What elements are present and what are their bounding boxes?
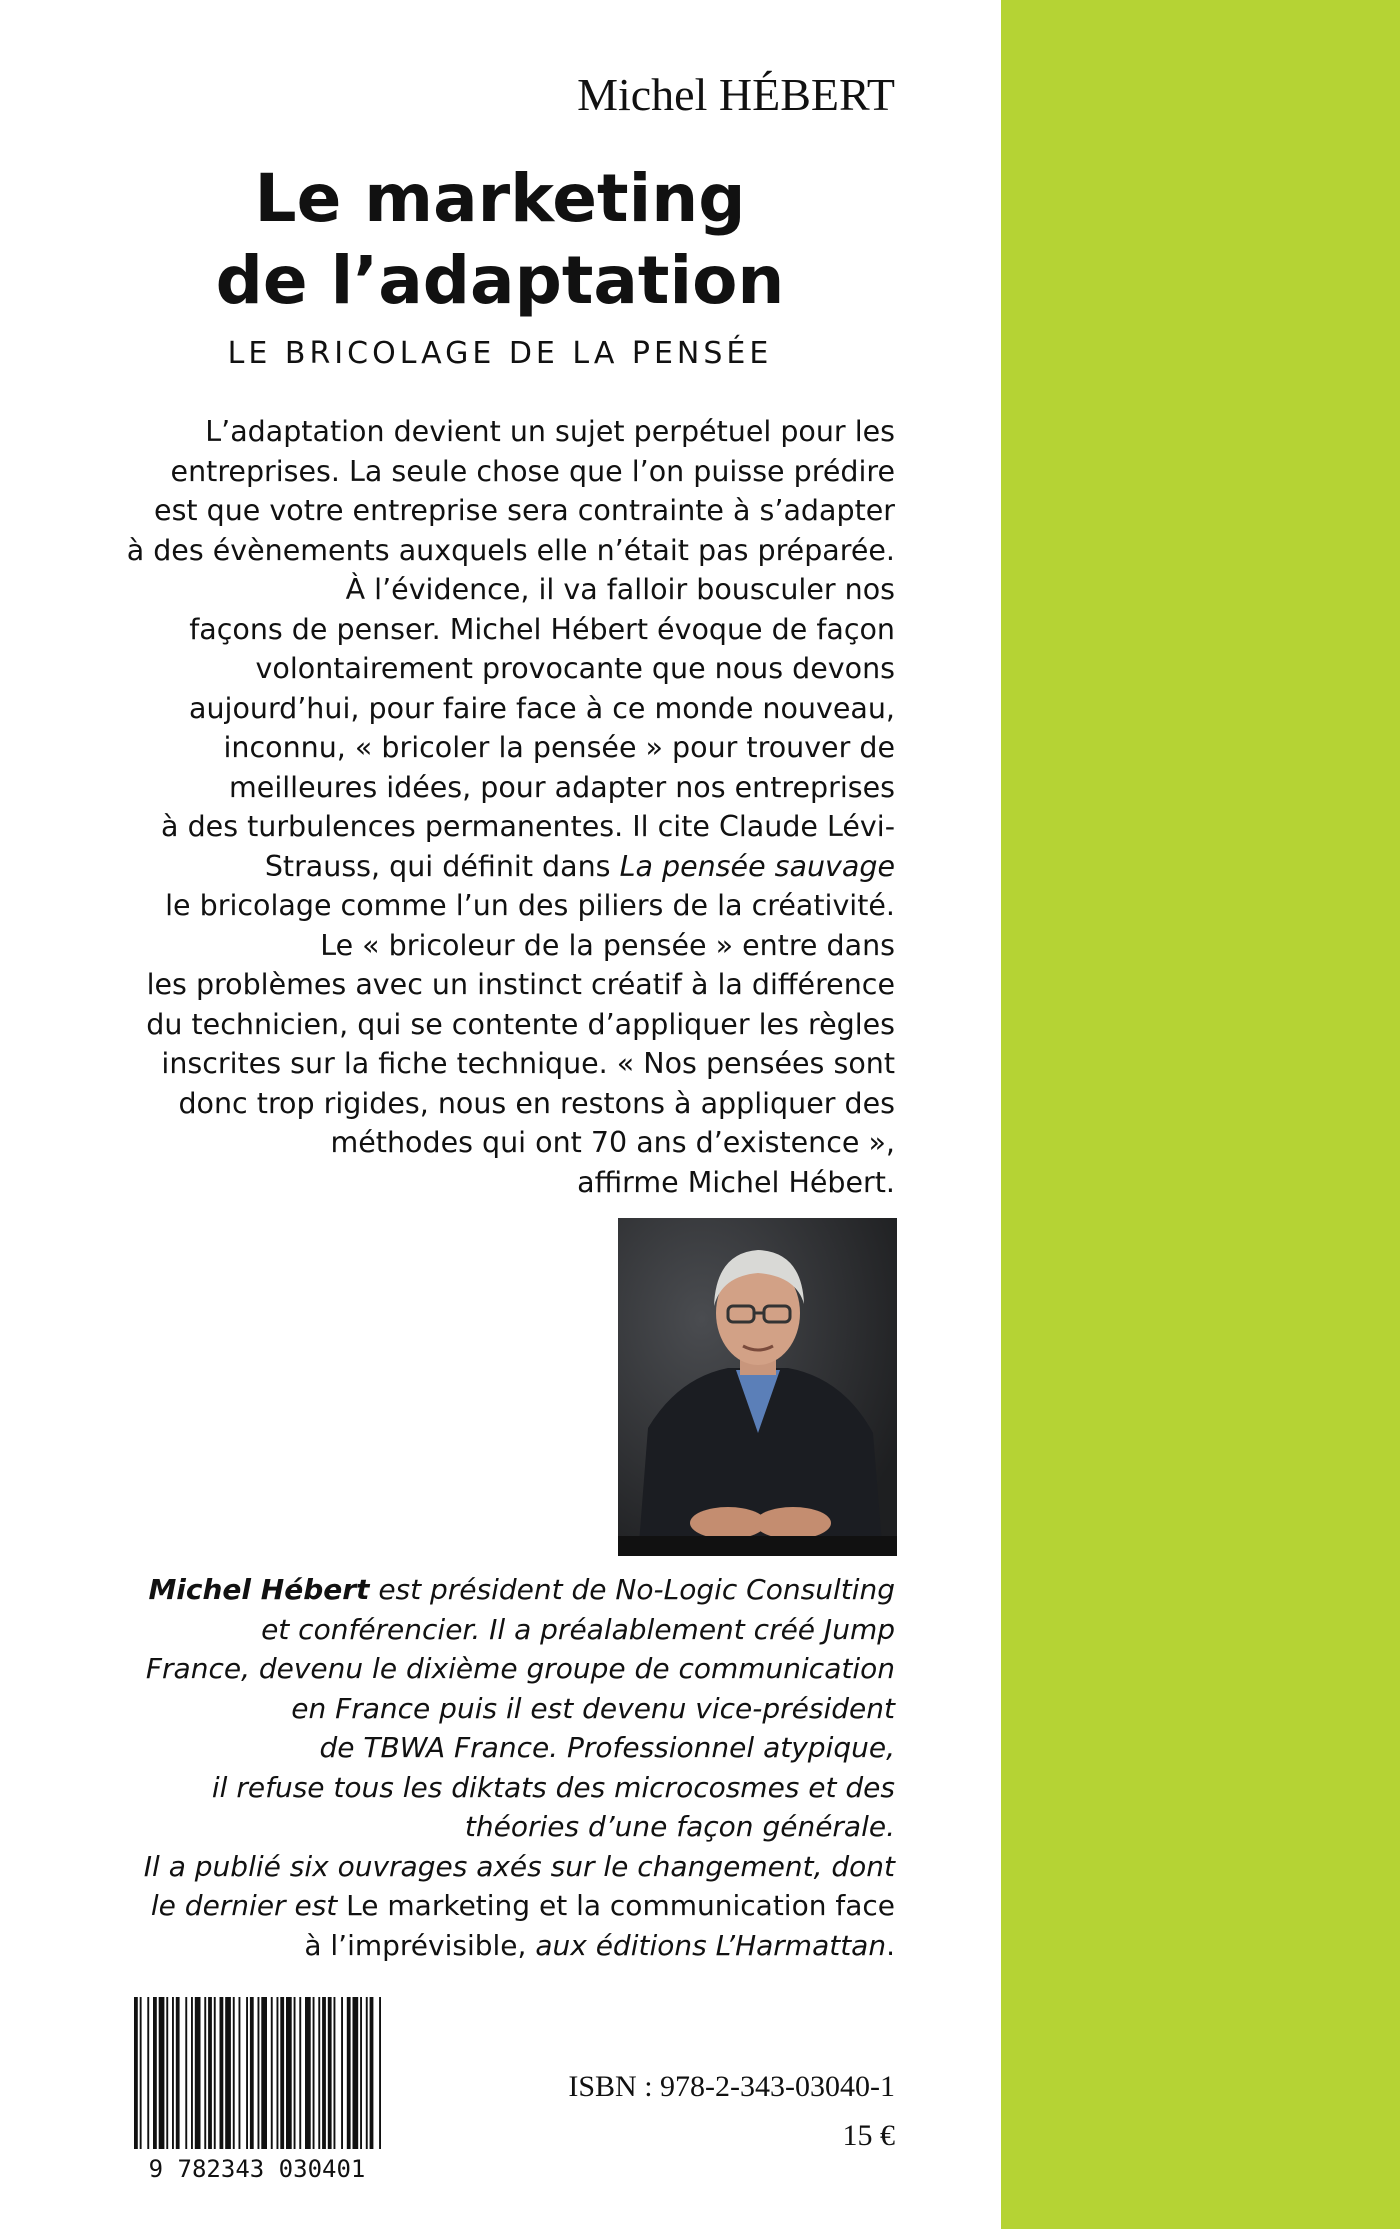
barcode-bar: [286, 1997, 292, 2149]
isbn-barcode: [120, 1993, 395, 2183]
bio-line: et conférencier. Il a préalablement créé Jump: [261, 1612, 895, 1646]
bio-line: en France puis il est devenu vice-président: [291, 1691, 895, 1725]
blurb-line: donc trop rigides, nous en restons à appliquer des: [178, 1086, 895, 1120]
blurb-line: inscrites sur la fiche technique. « Nos pensées sont: [161, 1047, 895, 1080]
bio-line: France, devenu le dixième groupe de communication: [145, 1652, 895, 1685]
barcode-bar: [318, 1997, 320, 2149]
barcode-bar: [313, 1997, 315, 2149]
author-bio: [55, 1570, 895, 1965]
bio-line: [55, 1570, 895, 1610]
blurb-line: à des turbulences permanentes. Il cite Claude Lévi-: [161, 810, 895, 843]
barcode-bar: [172, 1997, 174, 2149]
barcode-graphic: [120, 1993, 395, 2183]
blurb-line: inconnu, « bricoler la pensée » pour trouver de: [223, 731, 895, 764]
isbn-number: ISBN : 978-2-343-03040-1: [568, 2070, 895, 2103]
barcode-bar: [305, 1997, 311, 2149]
barcode-bar: [328, 1997, 332, 2149]
bio-line: Il a publié six ouvrages axés sur le changement, dont: [143, 1849, 895, 1883]
barcode-bar: [239, 1997, 241, 2149]
title-line-1: Le marketing: [254, 160, 746, 237]
barcode-bar: [195, 1997, 201, 2149]
barcode-bar: [166, 1997, 168, 2149]
blurb-line: à des évènements auxquels elle n’était pas préparée.: [126, 533, 895, 567]
barcode-bar: [250, 1997, 254, 2149]
barcode-bar: [277, 1997, 279, 2149]
barcode-bar: [246, 1997, 248, 2149]
blurb-line: [75, 847, 895, 887]
bio-line: il refuse tous les diktats des microcosmes et des: [211, 1770, 895, 1804]
blurb-text-span: Strauss, qui définit dans: [264, 849, 620, 883]
book-title-reference: Le marketing et la communication face: [346, 1889, 895, 1922]
barcode-bar: [225, 1997, 231, 2149]
bio-line: théories d’une façon générale.: [464, 1810, 895, 1843]
barcode-bar: [220, 1997, 224, 2149]
barcode-bar: [370, 1997, 374, 2149]
blurb-line: affirme Michel Hébert.: [577, 1165, 895, 1199]
barcode-bar: [294, 1997, 296, 2149]
bio-author-name: Michel Hébert: [148, 1573, 370, 1606]
title-line-2: de l’adaptation: [215, 242, 785, 319]
book-title: [180, 158, 820, 322]
author-portrait-image: [618, 1218, 897, 1556]
author-name: Michel HÉBERT: [577, 69, 895, 120]
barcode-bar: [360, 1997, 362, 2149]
barcode-bar: [261, 1997, 267, 2149]
blurb-line: L’adaptation devient un sujet perpétuel pour les: [205, 415, 895, 448]
barcode-bar: [258, 1997, 260, 2149]
barcode-bar: [185, 1997, 187, 2149]
green-spine-band: [1001, 0, 1400, 2229]
author-photo: [618, 1218, 897, 1556]
bio-text-span: le dernier est: [150, 1889, 347, 1922]
blurb-line: façons de penser. Michel Hébert évoque de façon: [189, 612, 895, 646]
barcode-bar: [347, 1997, 351, 2149]
bio-text-span: est président de No-Logic Consulting: [369, 1573, 895, 1606]
blurb-line: volontairement provocante que nous devons: [255, 652, 895, 685]
barcode-bar: [353, 1997, 359, 2149]
barcode-bar: [191, 1997, 193, 2149]
barcode-bar: [379, 1997, 381, 2149]
barcode-bar: [204, 1997, 206, 2149]
barcode-bar: [159, 1997, 165, 2149]
book-subtitle: LE BRICOLAGE DE LA PENSÉE: [227, 336, 773, 371]
book-title-reference: à l’imprévisible,: [304, 1928, 527, 1962]
barcode-digits: 9 782343 030401: [148, 2155, 366, 2183]
bio-line: [55, 1926, 895, 1966]
blurb-line: les problèmes avec un instinct créatif à la différence: [146, 968, 895, 1001]
bio-text-span: aux éditions L’Harmattan: [526, 1928, 887, 1962]
blurb-line: Le « bricoleur de la pensée » entre dans: [320, 928, 895, 962]
barcode-bar: [208, 1997, 212, 2149]
blurb-line: meilleures idées, pour adapter nos entreprises: [229, 770, 895, 804]
barcode-bar: [134, 1997, 138, 2149]
blurb-line: entreprises. La seule chose que l’on puisse prédire: [170, 454, 895, 488]
barcode-bar: [214, 1997, 216, 2149]
blurb-line: méthodes qui ont 70 ans d’existence »,: [330, 1126, 895, 1159]
barcode-bar: [366, 1997, 368, 2149]
barcode-bar: [334, 1997, 336, 2149]
blurb-line: du technicien, qui se contente d’appliquer les règles: [146, 1007, 895, 1041]
barcode-bar: [322, 1997, 326, 2149]
barcode-bar: [140, 1997, 142, 2149]
barcode-bar: [271, 1997, 273, 2149]
barcode-bar: [233, 1997, 235, 2149]
blurb-line: aujourd’hui, pour faire face à ce monde nouveau,: [189, 691, 895, 725]
bio-line: [55, 1886, 895, 1926]
barcode-bar: [147, 1997, 149, 2149]
book-reference-italic: La pensée sauvage: [619, 849, 895, 883]
barcode-bar: [280, 1997, 284, 2149]
bio-text-span: .: [886, 1928, 895, 1962]
blurb-line: À l’évidence, il va falloir bousculer nos: [345, 573, 895, 606]
blurb-line: le bricolage comme l’un des piliers de la créativité.: [165, 889, 895, 922]
blurb-line: est que votre entreprise sera contrainte à s’adapter: [154, 494, 895, 527]
bio-line: de TBWA France. Professionnel atypique,: [319, 1731, 895, 1764]
barcode-bar: [176, 1997, 180, 2149]
price: 15 €: [842, 2119, 895, 2152]
blurb-text: [75, 412, 895, 1202]
barcode-bar: [153, 1997, 157, 2149]
barcode-bar: [299, 1997, 301, 2149]
barcode-bar: [341, 1997, 343, 2149]
